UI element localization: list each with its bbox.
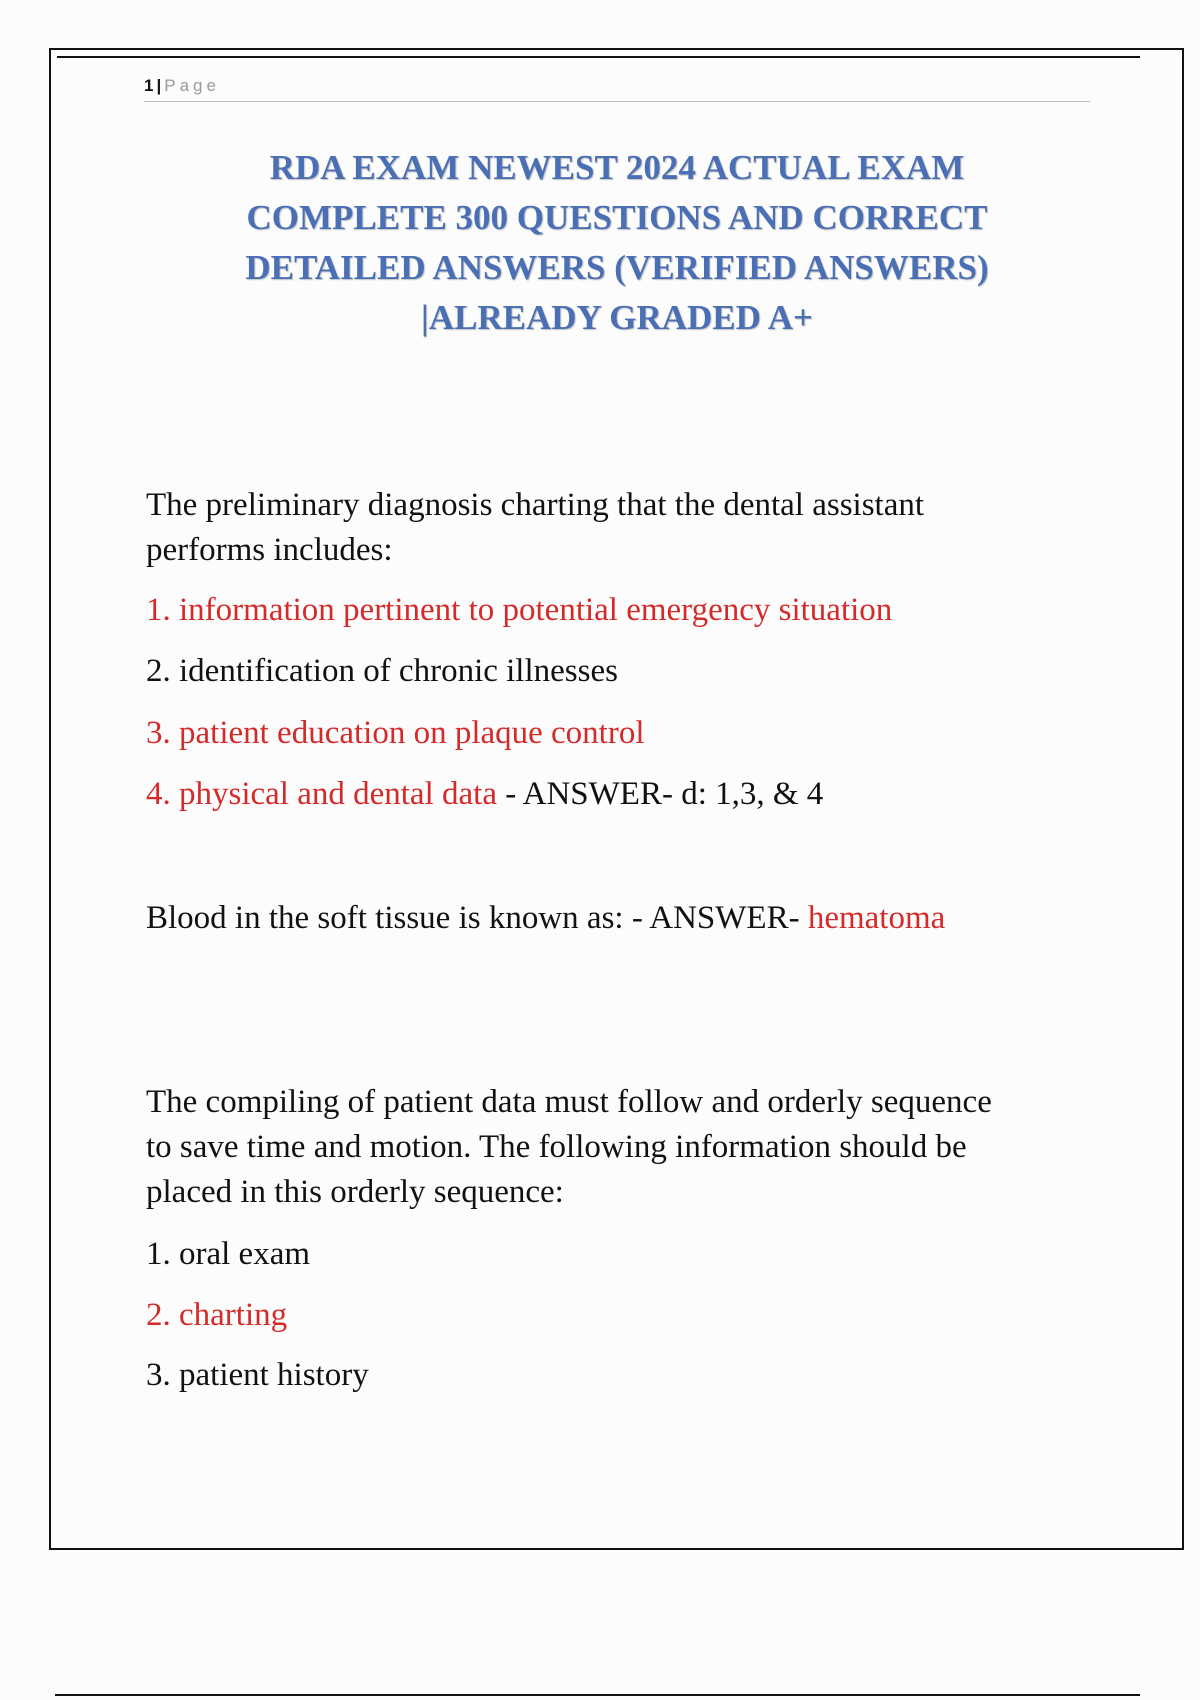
q3-option-3: 3. patient history xyxy=(146,1357,369,1393)
title-line: RDA EXAM NEWEST 2024 ACTUAL EXAM xyxy=(269,148,965,187)
title-line: DETAILED ANSWERS (VERIFIED ANSWERS) xyxy=(245,248,989,287)
next-page-top-rule xyxy=(55,1694,1140,1696)
question-line: placed in this orderly sequence: xyxy=(146,1174,564,1210)
q1-answer: - ANSWER- d: 1,3, & 4 xyxy=(496,776,824,812)
q1-option-2: 2. identification of chronic illnesses xyxy=(146,653,618,689)
q2-answer: hematoma xyxy=(807,900,946,936)
page-header xyxy=(144,74,1090,102)
question-line: performs includes: xyxy=(146,532,393,568)
question-2-line xyxy=(146,896,945,941)
page-label: Page xyxy=(164,76,220,95)
page-separator: | xyxy=(156,76,162,95)
question-3-text xyxy=(146,1080,992,1215)
question-line: The preliminary diagnosis charting that the dental assistant xyxy=(146,487,925,523)
top-rule xyxy=(57,56,1140,58)
q1-option-4: 4. physical and dental data xyxy=(146,776,497,812)
q1-option-1: 1. information pertinent to potential emergency situation xyxy=(146,592,893,628)
q3-option-1: 1. oral exam xyxy=(146,1236,311,1272)
question-1-text xyxy=(146,483,924,573)
document-title xyxy=(144,143,1090,343)
q1-option-3: 3. patient education on plaque control xyxy=(146,715,645,751)
q1-option-4-line xyxy=(146,772,823,817)
question-2-text: Blood in the soft tissue is known as: - ANSWER- xyxy=(146,900,808,936)
q3-option-2: 2. charting xyxy=(146,1297,288,1333)
question-line: to save time and motion. The following information should be xyxy=(146,1129,967,1165)
question-line: The compiling of patient data must follow and orderly sequence xyxy=(146,1084,992,1120)
title-line: |ALREADY GRADED A+ xyxy=(421,298,813,337)
page-number: 1 xyxy=(144,76,154,95)
title-line: COMPLETE 300 QUESTIONS AND CORRECT xyxy=(246,198,988,237)
